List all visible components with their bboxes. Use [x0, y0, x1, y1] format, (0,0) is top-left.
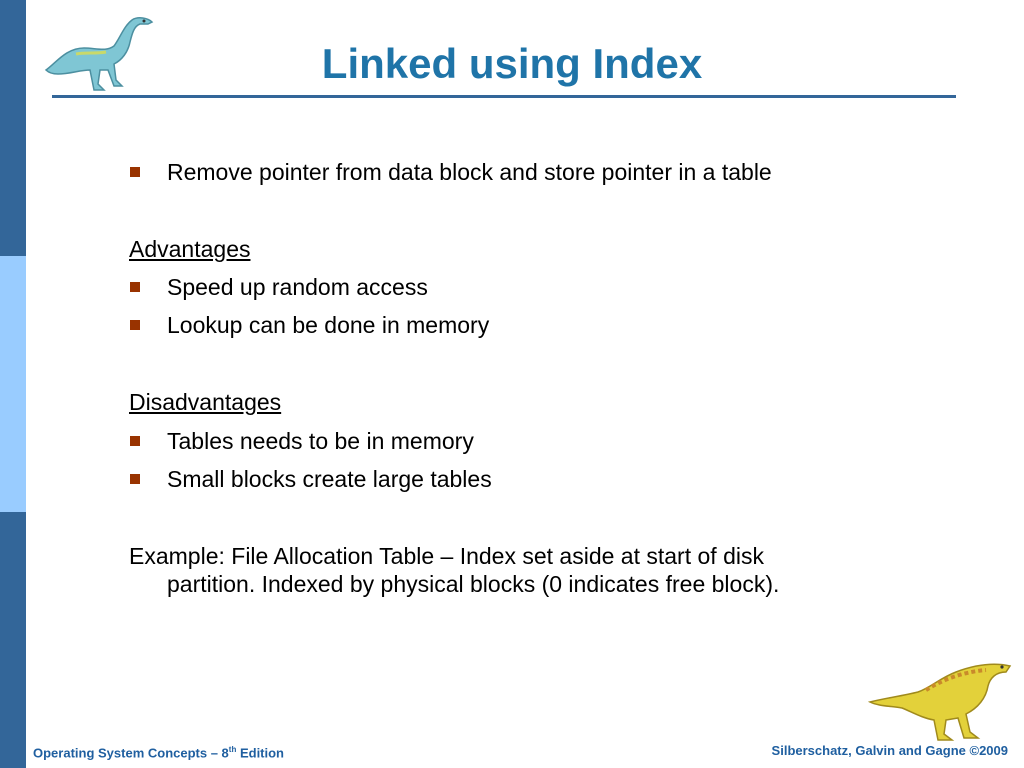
example-text-line1: Example: File Allocation Table – Index set aside at start of disk — [129, 543, 764, 569]
sidebar-segment-bottom — [0, 512, 26, 768]
disadvantages-heading: Disadvantages — [129, 389, 282, 415]
footer-copyright: Silberschatz, Galvin and Gagne ©2009 — [771, 743, 1008, 758]
example-text-line2: partition. Indexed by physical blocks (0 indicates free block). — [167, 571, 780, 597]
bullet-square-icon — [130, 282, 140, 292]
footer-book-title: Operating System Concepts – 8th Edition — [33, 745, 285, 761]
slide-title: Linked using Index — [321, 40, 703, 87]
bullet-square-icon — [130, 436, 140, 446]
sidebar-segment-middle — [0, 256, 26, 512]
title-divider — [52, 95, 956, 98]
dinosaur-icon — [866, 652, 1016, 744]
dinosaur-icon — [36, 8, 156, 96]
bullet-square-icon — [130, 320, 140, 330]
bullet-square-icon — [130, 167, 140, 177]
sidebar-strip — [0, 0, 26, 768]
advantages-heading: Advantages — [129, 236, 251, 262]
sidebar-segment-top — [0, 0, 26, 256]
bullet-square-icon — [130, 474, 140, 484]
